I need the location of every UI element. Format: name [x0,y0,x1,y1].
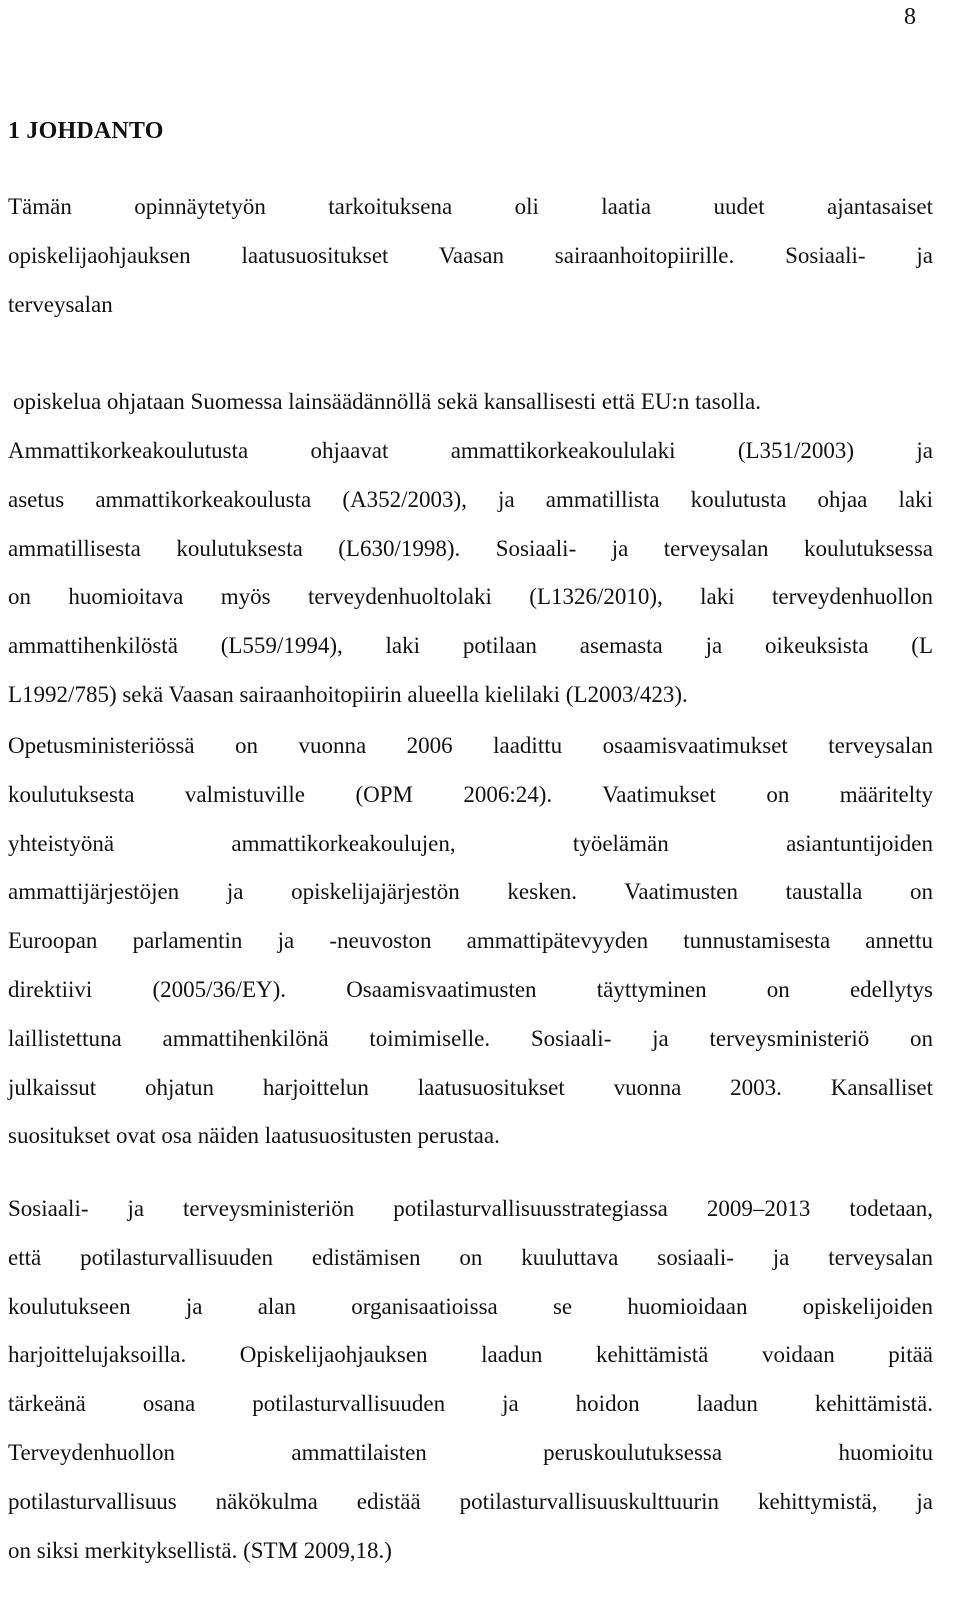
text-line: että potilasturvallisuuden edistämisen on kuuluttava sosiaali- ja terveysalan [8,1244,933,1270]
text-line: Terveydenhuollon ammattilaisten peruskoulutuksessa huomioitu [8,1439,933,1465]
text-line: Tämän opinnäytetyön tarkoituksena oli laatia uudet ajantasaiset [8,194,933,219]
text-line: Sosiaali- ja terveysministeriön potilasturvallisuusstrategiassa 2009–2013 todetaan, [8,1196,933,1221]
text-line: ammatillisesta koulutuksesta (L630/1998). Sosiaali- ja terveysalan koulutuksessa [8,535,933,561]
paragraph-competence-requirements [8,722,933,1161]
text-line: suositukset ovat osa näiden laatusuositusten perustaa. [8,1123,500,1149]
text-line: potilasturvallisuus näkökulma edistää potilasturvallisuuskulttuurin kehittymistä, ja [8,1488,933,1514]
text-line: opiskelijaohjauksen laatusuositukset Vaasan sairaanhoitopiirille. Sosiaali- ja [8,242,933,268]
text-line: tärkeänä osana potilasturvallisuuden ja hoidon laadun kehittämistä. [8,1391,933,1417]
text-line: L1992/785) sekä Vaasan sairaanhoitopiirin alueella kielilaki (L2003/423). [8,681,688,707]
page-number: 8 [904,4,916,30]
text-line: on siksi merkityksellistä. (STM 2009,18.) [8,1537,392,1563]
paragraph-patient-safety [8,1185,933,1575]
text-line: opiskelua ohjataan Suomessa lainsäädännöllä sekä kansallisesti että EU:n tasolla. [13,389,761,415]
section-heading: 1 JOHDANTO [8,118,164,144]
text-line: julkaissut ohjatun harjoittelun laatusuositukset vuonna 2003. Kansalliset [8,1074,933,1100]
text-line: asetus ammattikorkeakoulusta (A352/2003), ja ammatillista koulutusta ohjaa laki [8,486,933,512]
text-line: terveysalan [8,291,113,317]
text-line: yhteistyönä ammattikorkeakoulujen, työelämän asiantuntijoiden [8,830,933,856]
text-line: Ammattikorkeakoulutusta ohjaavat ammattikorkeakoululaki (L351/2003) ja [8,437,933,463]
text-line: laillistettuna ammattihenkilönä toimimiselle. Sosiaali- ja terveysministeriö on [8,1025,933,1051]
paragraph-introduction [8,183,933,720]
text-line: on huomioitava myös terveydenhuoltolaki (L1326/2010), laki terveydenhuollon [8,584,933,610]
text-line: koulutukseen ja alan organisaatioissa se huomioidaan opiskelijoiden [8,1293,933,1319]
text-line: ammattihenkilöstä (L559/1994), laki potilaan asemasta ja oikeuksista (L [8,633,933,659]
text-line: koulutuksesta valmistuville (OPM 2006:24). Vaatimukset on määritelty [8,781,933,807]
text-line: direktiivi (2005/36/EY). Osaamisvaatimusten täyttyminen on edellytys [8,976,933,1002]
text-line: harjoittelujaksoilla. Opiskelijaohjauksen laadun kehittämistä voidaan pitää [8,1342,933,1368]
text-line: Opetusministeriössä on vuonna 2006 laadittu osaamisvaatimukset terveysalan [8,733,933,758]
text-line: Euroopan parlamentin ja -neuvoston ammattipätevyyden tunnustamisesta annettu [8,928,933,954]
text-line: ammattijärjestöjen ja opiskelijajärjestön kesken. Vaatimusten taustalla on [8,879,933,905]
